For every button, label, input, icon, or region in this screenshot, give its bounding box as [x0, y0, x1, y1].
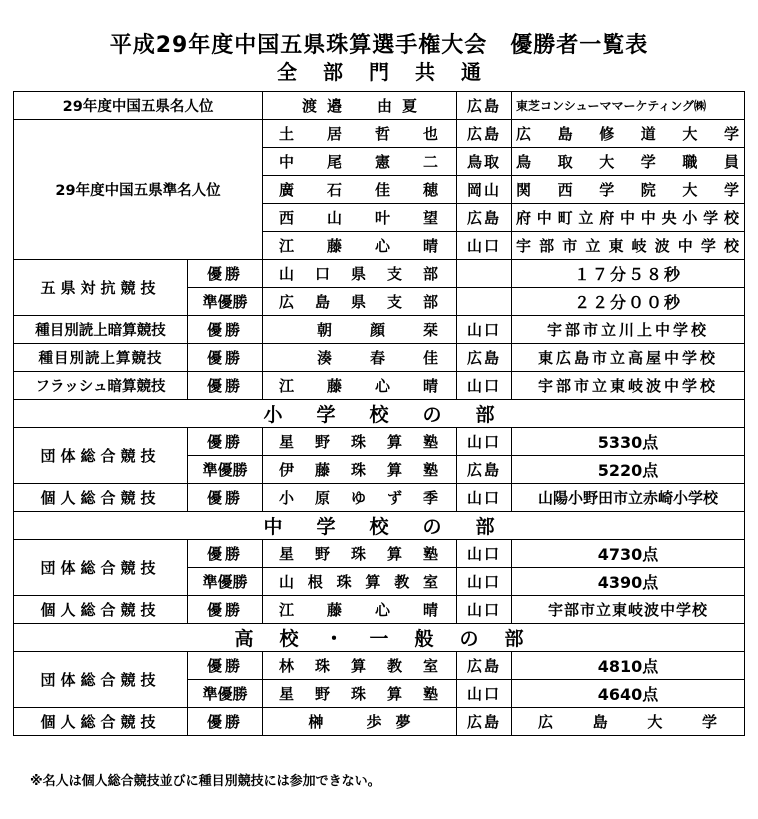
team-score: 4640点 [512, 680, 745, 708]
rank-label: 準優勝 [188, 456, 263, 484]
rank-label: 優勝 [188, 652, 263, 680]
category-cell: フラッシュ暗算競技 [14, 372, 188, 400]
table-row [14, 708, 745, 736]
winner-name: 廣石佳穂 [263, 176, 457, 204]
affiliation: 府中町立府中中央小学校 [512, 204, 745, 232]
rank-label: 準優勝 [188, 680, 263, 708]
rank-label: 優勝 [188, 540, 263, 568]
winner-name: 山根珠算教室 [263, 568, 457, 596]
page-subtitle: 全部門共通 [277, 60, 507, 84]
team-score: 4810点 [512, 652, 745, 680]
prefecture: 広島 [457, 92, 512, 120]
section-header-row [14, 400, 745, 428]
rank-label: 優勝 [188, 596, 263, 624]
winner-name: 渡邉 由夏 [263, 92, 457, 120]
winner-name: 星野珠算塾 [263, 680, 457, 708]
prefecture: 山口 [457, 484, 512, 512]
prefecture: 広島 [457, 708, 512, 736]
rank-label: 優勝 [188, 260, 263, 288]
table-row [14, 596, 745, 624]
prefecture: 山口 [457, 428, 512, 456]
category-cell: 団体総合競技 [14, 428, 188, 484]
winner-name: 湊春佳 [263, 344, 457, 372]
prefecture: 山口 [457, 316, 512, 344]
affiliation: 広島大学 [512, 708, 745, 736]
category-cell: 29年度中国五県名人位 [14, 92, 263, 120]
team-score: 4390点 [512, 568, 745, 596]
winners-table [13, 91, 745, 736]
page-title: 平成29年度中国五県珠算選手権大会 優勝者一覧表 [109, 33, 649, 58]
table-row [14, 540, 745, 568]
winner-name: 西山叶望 [263, 204, 457, 232]
category-cell: 個人総合競技 [14, 596, 188, 624]
category-cell: 五県対抗競技 [14, 260, 188, 316]
rank-label: 優勝 [188, 708, 263, 736]
table-row [14, 316, 745, 344]
result-time: ２２分００秒 [512, 288, 745, 316]
prefecture: 山口 [457, 540, 512, 568]
winner-name: 小原ゆず季 [263, 484, 457, 512]
section-heading-high-general: 高校・一般の部 [14, 624, 745, 652]
footnote: ※名人は個人総合競技並びに種目別競技には参加できない。 [30, 774, 381, 789]
table-row [14, 344, 745, 372]
affiliation: 関西学院大学 [512, 176, 745, 204]
prefecture: 広島 [457, 652, 512, 680]
prefecture: 山口 [457, 568, 512, 596]
category-cell: 個人総合競技 [14, 484, 188, 512]
prefecture: 鳥取 [457, 148, 512, 176]
rank-label: 優勝 [188, 428, 263, 456]
result-time: １７分５８秒 [512, 260, 745, 288]
table-row [14, 120, 745, 148]
prefecture: 山口 [457, 680, 512, 708]
table-row [14, 92, 745, 120]
prefecture: 広島 [457, 344, 512, 372]
prefecture: 岡山 [457, 176, 512, 204]
winner-name: 江藤心晴 [263, 372, 457, 400]
affiliation: 宇部市立東岐波中学校 [512, 372, 745, 400]
table-row [14, 260, 745, 288]
affiliation: 宇部市立川上中学校 [512, 316, 745, 344]
prefecture: 山口 [457, 372, 512, 400]
affiliation: 宇部市立東岐波中学校 [512, 232, 745, 260]
section-header-row [14, 512, 745, 540]
rank-label: 準優勝 [188, 568, 263, 596]
affiliation: 東芝コンシューママーケティング㈱ [512, 92, 745, 120]
rank-label: 優勝 [188, 316, 263, 344]
section-header-row [14, 624, 745, 652]
table-row [14, 372, 745, 400]
team-score: 5330点 [512, 428, 745, 456]
section-heading-junior-high: 中学校の部 [14, 512, 745, 540]
category-cell: 種目別読上算競技 [14, 344, 188, 372]
winner-name: 榊 歩夢 [263, 708, 457, 736]
team-score: 5220点 [512, 456, 745, 484]
rank-label: 優勝 [188, 484, 263, 512]
rank-label: 準優勝 [188, 288, 263, 316]
table-row [14, 484, 745, 512]
winner-name: 山口県支部 [263, 260, 457, 288]
category-cell: 種目別読上暗算競技 [14, 316, 188, 344]
affiliation: 東広島市立高屋中学校 [512, 344, 745, 372]
section-heading-elementary: 小学校の部 [14, 400, 745, 428]
rank-label: 優勝 [188, 372, 263, 400]
affiliation: 宇部市立東岐波中学校 [512, 596, 745, 624]
category-cell: 個人総合競技 [14, 708, 188, 736]
winner-name: 朝顔栞 [263, 316, 457, 344]
rank-label: 優勝 [188, 344, 263, 372]
winner-name: 土居哲也 [263, 120, 457, 148]
affiliation: 鳥取大学職員 [512, 148, 745, 176]
affiliation: 山陽小野田市立赤崎小学校 [512, 484, 745, 512]
winner-name: 中尾憲二 [263, 148, 457, 176]
table-row [14, 428, 745, 456]
prefecture: 広島 [457, 456, 512, 484]
winner-name: 伊藤珠算塾 [263, 456, 457, 484]
winner-name: 星野珠算塾 [263, 540, 457, 568]
prefecture [457, 260, 512, 288]
category-cell: 団体総合競技 [14, 540, 188, 596]
prefecture: 広島 [457, 204, 512, 232]
prefecture: 山口 [457, 232, 512, 260]
prefecture: 広島 [457, 120, 512, 148]
winner-name: 広島県支部 [263, 288, 457, 316]
prefecture [457, 288, 512, 316]
winner-name: 星野珠算塾 [263, 428, 457, 456]
category-cell: 団体総合競技 [14, 652, 188, 708]
winner-name: 林珠算教室 [263, 652, 457, 680]
winner-name: 江藤心晴 [263, 232, 457, 260]
table-row [14, 652, 745, 680]
category-cell: 29年度中国五県準名人位 [14, 120, 263, 260]
team-score: 4730点 [512, 540, 745, 568]
prefecture: 山口 [457, 596, 512, 624]
winner-name: 江藤心晴 [263, 596, 457, 624]
affiliation: 広島修道大学 [512, 120, 745, 148]
